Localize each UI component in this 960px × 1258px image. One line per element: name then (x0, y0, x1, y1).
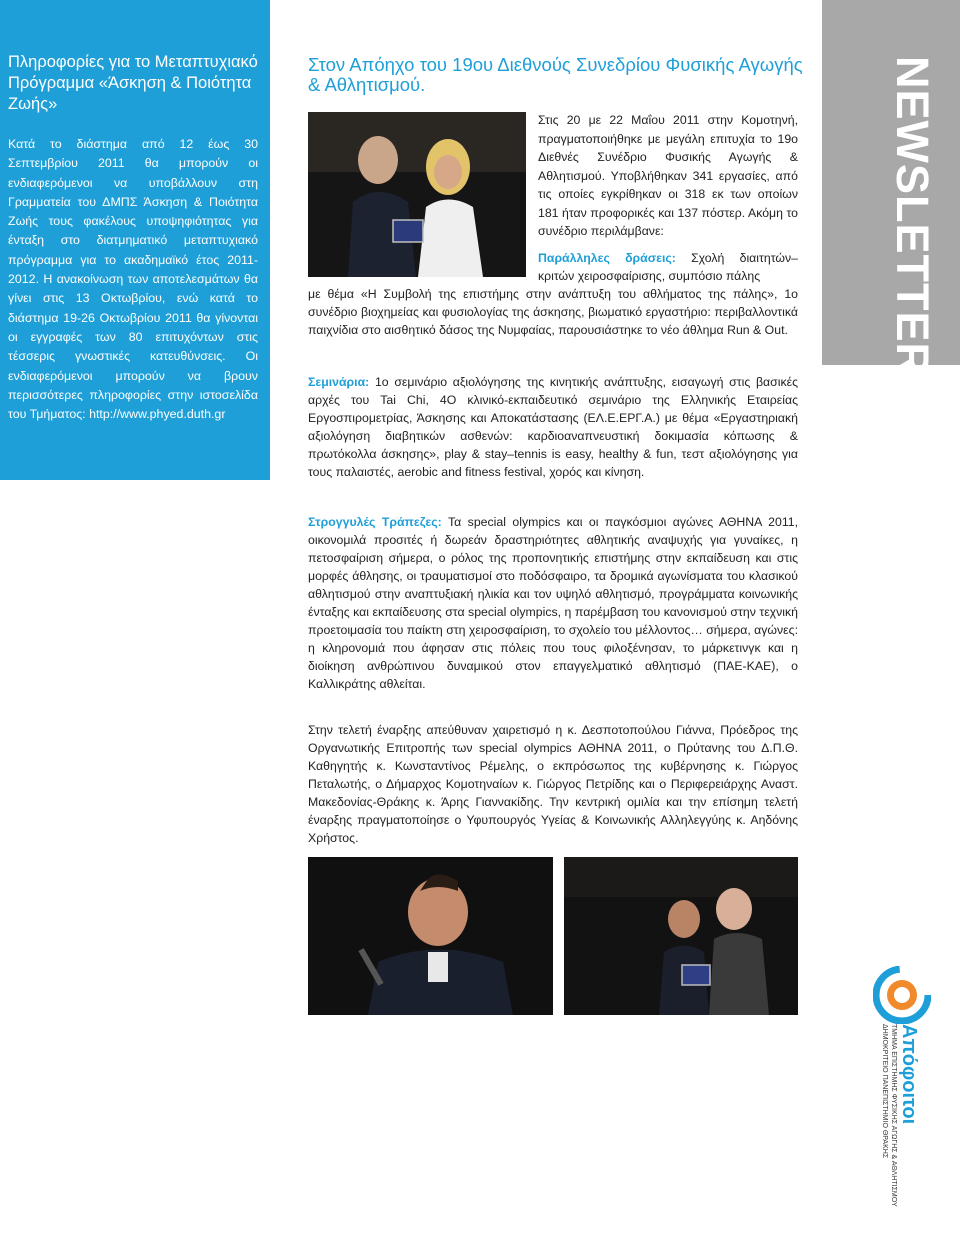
closing-text: Στην τελετή έναρξης απεύθυναν χαιρετισμό η κ. Δεσποτοπούλου Γιάννα, Πρόεδρος της Οργανωτικής Επιτροπής των special olympics ΑΘΗΝΑ 2011, ο Πρύτανης του Δ.Π.Θ. Καθηγητής κ. Κωνσταντίνος Ρέμελης, ο εκπρόσωπος της κυβέρνησης κ. Γιώργος Πεταλωτής, ο Δήμαρχος Κομοτηναίων κ. Γιώργος Πετρίδης και ο Περιφερειάρχης Αναστ. Μακεδονίας-Θράκης κ. Άρης Γιαννακίδης. Την κεντρική ομιλία και την επίσημη τελετή έναρξης πραγματοποίησε ο Υφυπουργός Υγείας & Κοινωνικής Αλληλεγγύης κ. Αηδόνης Χρήστος. (308, 723, 798, 845)
roundtables-paragraph (308, 513, 798, 693)
photo-award-presentation (308, 112, 526, 277)
roundtables-text: Τα special olympics και οι παγκόσμιοι αγώνες ΑΘΗΝΑ 2011, οικονομιλά προσιτές ή δωρεάν δραστηριότητες αθλητικής αναψυχής για γυναίκες, η πετοσφαίριση σήμερα, ο ρόλος της προπονητικής επιστήμης στην εκπαίδευση και στις μορφές άθλησης, οι τραυματισμοί στο ποδόσφαιρο, τα δρομικά αγωνίσματα του κλασικού αθλητισμού στην αναπτυξιακή ηλικία και τον υψηλό αθλητισμό, προγράμματα κοινωνικής ένταξης και εκπαίδευσης στα special olympics, η παρέμβαση του κανονισμού στην τεχνική προετοιμασία του παίκτη στη χειροσφαίριση, το σχολείο του μέλλοντος… σήμερα, αγώνες: η κληρονομιά που άφησαν στις πόλεις που τους φιλοξένησαν, το μάρκετινγκ και η διοίκηση ανθρώπινου δυναμικού στον επαγγελματικό αθλητισμό (ΠΑΕ-ΚΑΕ), ο Καλλικράτης αθλείται. (308, 515, 798, 691)
parallel-actions-bottom (308, 285, 798, 339)
newsletter-label: NEWSLETTER (887, 56, 938, 376)
parallel-actions-text-top: Σχολή διαιτητών–κριτών χειροσφαίρισης, συμπόσιο πάλης (538, 251, 798, 283)
photo-speaker (308, 857, 553, 1015)
seminars-text: 1ο σεμινάριο αξιολόγησης της κινητικής ανάπτυξης, εισαγωγή στις βασικές αρχές του Tai Chi, 4Ο κλινικό-εκπαιδευτικό σεμινάριο της Ελληνικής Εταιρείας Εργοσπιρομετρίας, Άσκησης και Αποκατάστασης (ΕΛ.Ε.ΕΡΓ.Α.) με θέμα «Εργαστηριακή αξιολόγηση διαβητικών ασθενών: καρδιοαναπνευστική δοκιμασία κόπωσης & πρωτόκολλα άσκησης», play & stay–tennis is easy, healthy & fun, τεστ αξιολόγησης για τους παλαιστές, aerobic and fitness festival, χορός και κίνηση. (308, 375, 799, 479)
seminars-lead: Σεμινάρια: (308, 375, 370, 389)
photo-handshake (564, 857, 798, 1015)
alumni-logo (880, 1024, 920, 1224)
logo-university: ΔΗΜΟΚΡΙΤΕΙΟ ΠΑΝΕΠΙΣΤΗΜΙΟ ΘΡΑΚΗΣ (881, 1024, 888, 1159)
logo-name: Απόφοιτοι (898, 1024, 920, 1125)
intro-paragraph (538, 111, 798, 241)
parallel-actions-lead: Παράλληλες δράσεις: (538, 251, 676, 265)
logo-department: ΤΜΗΜΑ ΕΠΙΣΤΗΜΗΣ ΦΥΣΙΚΗΣ ΑΓΩΓΗΣ & ΑΘΛΗΤΙΣΜΟΥ (890, 1024, 897, 1207)
parallel-actions-top (538, 249, 798, 285)
info-sidebar (0, 0, 270, 480)
seminars-paragraph (308, 373, 798, 481)
alumni-logo-icon (873, 966, 931, 1024)
roundtables-lead: Στρογγυλές Τράπεζες: (308, 515, 442, 529)
sidebar-title: Πληροφορίες για το Μεταπτυχιακό Πρόγραμμα «Άσκηση & Ποιότητα Ζωής» (8, 53, 258, 113)
closing-paragraph (308, 721, 798, 847)
intro-text: Στις 20 με 22 Μαΐου 2011 στην Κομοτηνή, πραγματοποιήθηκε με μεγάλη επιτυχία το 19ο Διεθνές Συνέδριο Φυσικής Αγωγής & Αθλητισμού. Υποβλήθηκαν 341 εργασίες, από τις οποίες εγκρίθηκαν οι 318 εκ των οποίων 181 ήταν προφορικές και 137 πόστερ. Ακόμη το συνέδριο περιλάμβανε: (538, 113, 798, 238)
article-heading: Στον Απόηχο του 19ου Διεθνούς Συνεδρίου Φυσικής Αγωγής & Αθλητισμού. (308, 54, 803, 95)
sidebar-text: Κατά το διάστημα από 12 έως 30 Σεπτεμβρίου 2011 θα μπορούν οι ενδιαφερόμενοι να υποβάλλουν στη Γραμματεία του ΔΜΠΣ Άσκηση & Ποιότητα Ζωής τους φακέλους υποψηφιότητας για ένταξη στο διατμηματικό μεταπτυχιακό πρόγραμμα για το ακαδημαϊκό έτος 2011-2012. Η ανακοίνωση των αποτελεσμάτων θα γίνει στις 13 Οκτωβρίου, ενώ κατά το διάστημα 19-26 Οκτωβρίου 2011 θα γίνονται οι εγγραφές των 80 επιτυχόντων στις τέσσερις γνωστικές κατευθύνσεις. Οι ενδιαφερόμενοι μπορούν να βρουν περισσότερες πληροφορίες στην ιστοσελίδα του Τμήματος: http://www.phyed.duth.gr (8, 137, 258, 422)
parallel-actions-text-bottom: με θέμα «Η Συμβολή της επιστήμης στην ανάπτυξη του αθλήματος της πάλης», 1ο συνέδριο βιοχημείας και φυσιολογίας της άσκησης, βιωματικό εργαστήριο: περιβαλλοντικά παιχνίδια στο αισθητικό δάσος της Νυμφαίας, παρουσιάστηκε το νέο άθλημα Run & Out. (308, 287, 798, 337)
